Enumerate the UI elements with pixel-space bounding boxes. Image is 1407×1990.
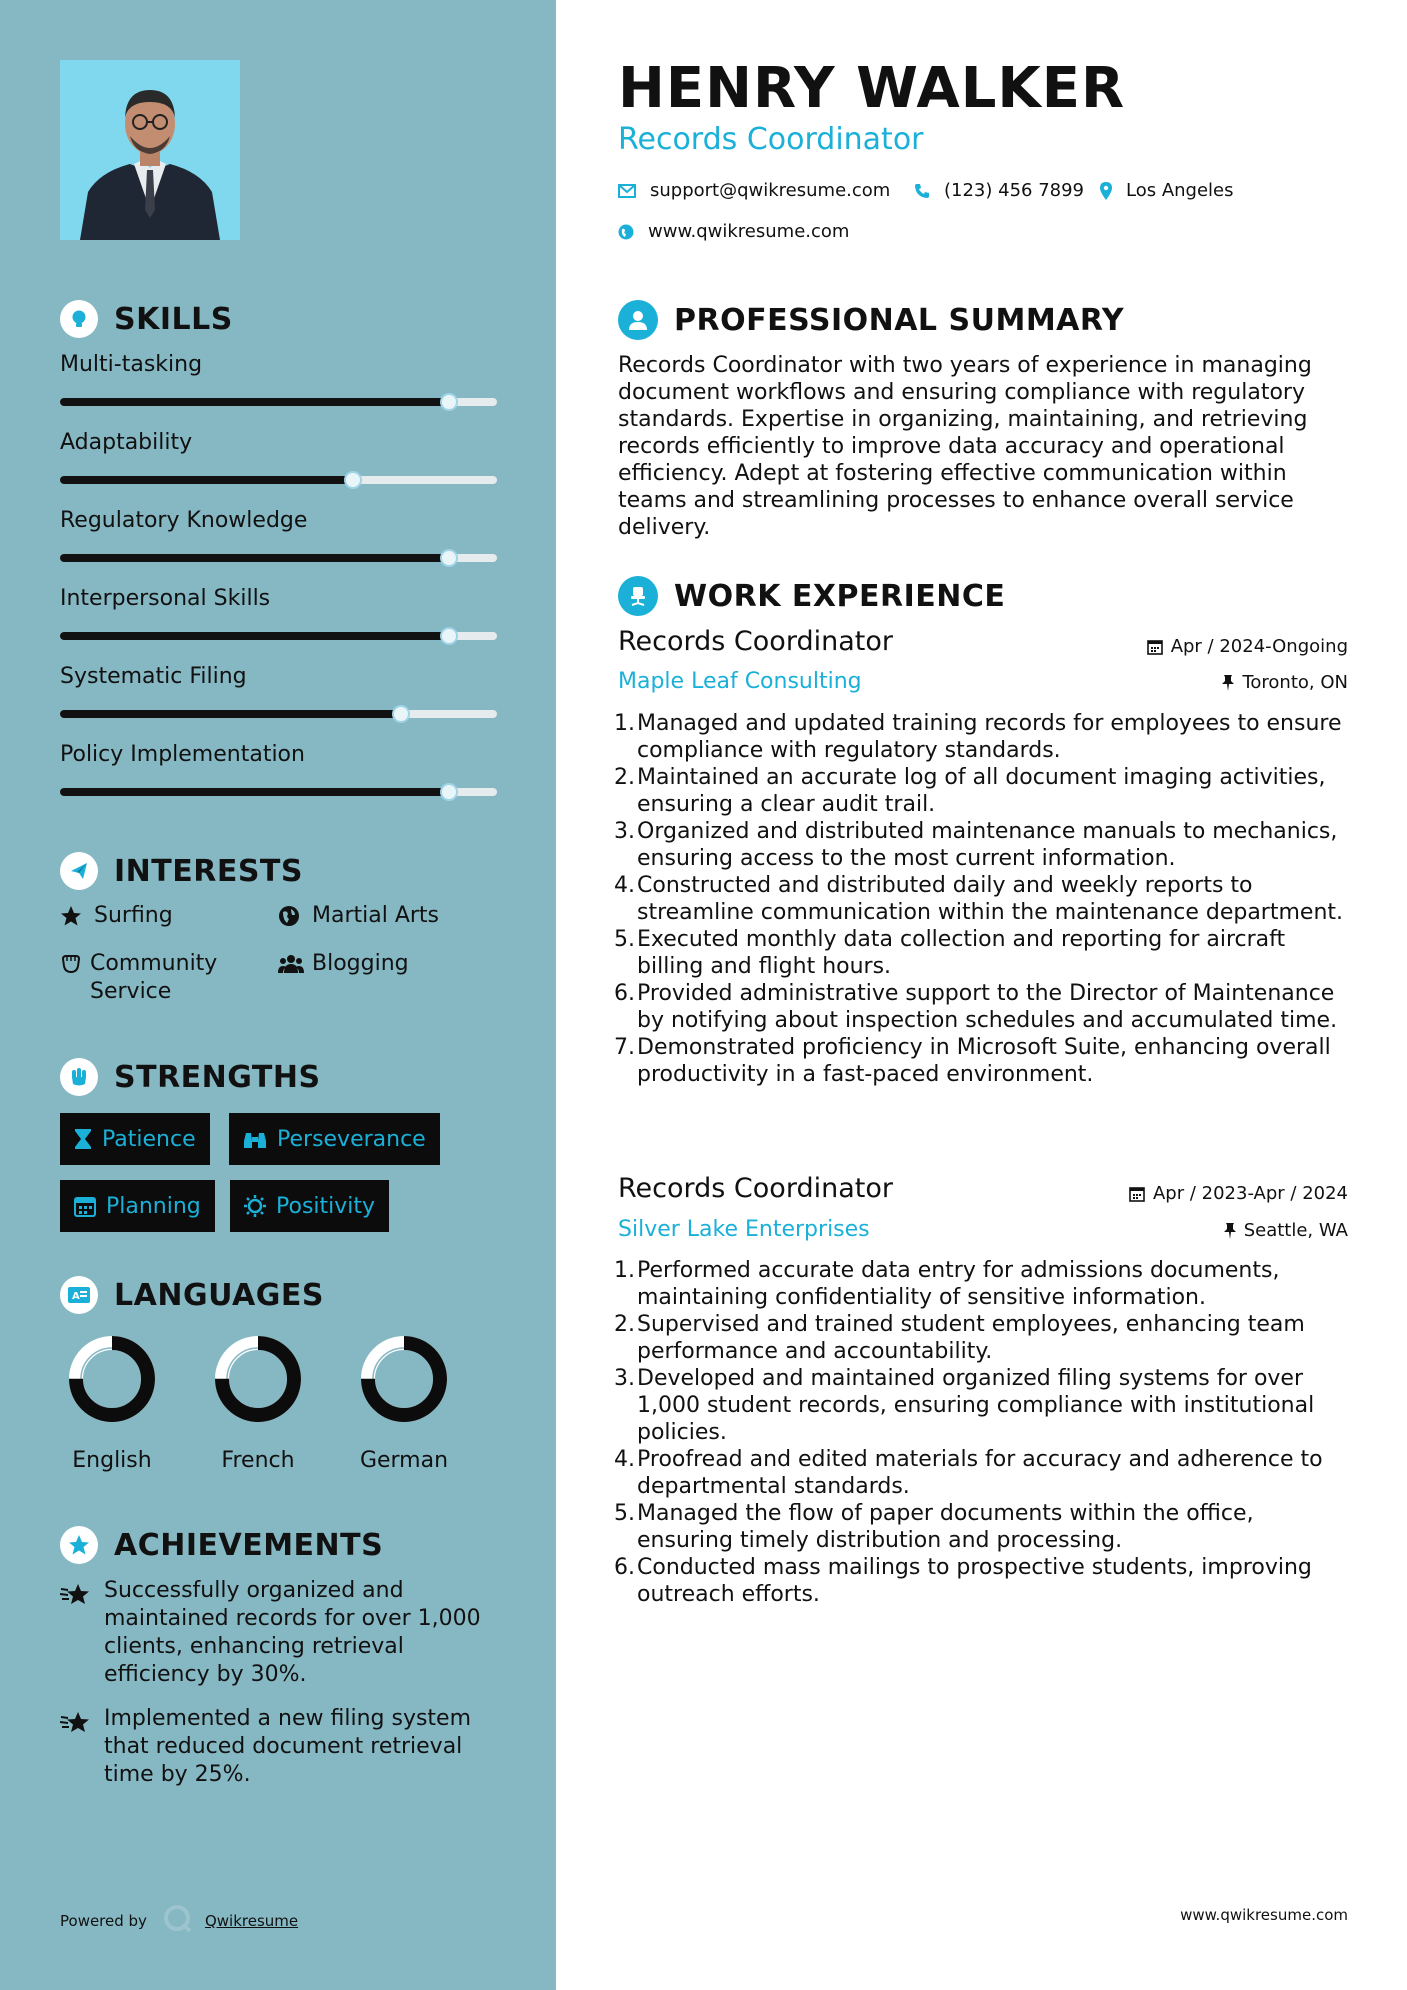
powered-by [60, 1904, 298, 1938]
language-donut [65, 1332, 159, 1426]
strength-tag [229, 1113, 440, 1165]
job-bullet: 5. Managed the flow of paper documents within the office, ensuring timely distribution and processing. [610, 1500, 1355, 1554]
strengths-title: STRENGTHS [114, 1059, 321, 1095]
job-bullet: 3. Organized and distributed maintenance manuals to mechanics, ensuring access to the most current information. [610, 818, 1355, 872]
skill-bar-knob [440, 393, 458, 411]
achievement-text: Implemented a new filing system that reduced document retrieval time by 25%. [104, 1706, 472, 1787]
skill-bar-knob [392, 705, 410, 723]
skills-heading [60, 300, 233, 338]
skill-bar-fill [60, 476, 353, 484]
achievement-item [60, 1577, 490, 1689]
skill-name: Adaptability [60, 430, 193, 455]
globe-icon [278, 902, 304, 930]
language-icon [60, 1276, 98, 1314]
skill-bar-knob [344, 471, 362, 489]
skill-name: Multi-tasking [60, 352, 203, 377]
job-bullets [610, 1257, 1355, 1608]
job-bullet: 7. Demonstrated proficiency in Microsoft Suite, enhancing overall productivity in a fast-paced environment. [610, 1034, 1355, 1088]
shooting-star-icon [60, 1705, 104, 1789]
website-text: www.qwikresume.com [648, 221, 850, 242]
interest-item [60, 902, 173, 930]
skill-name: Regulatory Knowledge [60, 508, 308, 533]
calendar-icon [1147, 639, 1163, 655]
language-label: English [72, 1448, 152, 1473]
job-dates-text: Apr / 2024-Ongoing [1170, 636, 1348, 657]
profile-photo [60, 60, 240, 240]
achievements-title: ACHIEVEMENTS [114, 1527, 384, 1563]
strength-label: Patience [102, 1126, 196, 1152]
language-item [344, 1332, 464, 1473]
skill-name: Systematic Filing [60, 664, 247, 689]
skill-bar-fill [60, 710, 401, 718]
job-bullet-text: Constructed and distributed daily and weekly reports to streamline communication within the maintenance department. [637, 873, 1344, 925]
skill-bar [60, 398, 497, 406]
skills-title: SKILLS [114, 301, 233, 337]
office-chair-icon [618, 576, 658, 616]
job-dates-text: Apr / 2023-Apr / 2024 [1152, 1183, 1348, 1204]
job-title: Records Coordinator [618, 626, 893, 657]
language-donut [211, 1332, 305, 1426]
interests-title: INTERESTS [114, 853, 303, 889]
skill-bar-fill [60, 788, 449, 796]
job-dates [1129, 1183, 1348, 1204]
job-bullet: 6. Conducted mass mailings to prospective students, improving outreach efforts. [610, 1554, 1355, 1608]
phone-icon [914, 183, 930, 199]
powered-by-label: Powered by [60, 1912, 147, 1930]
job-bullet-text: Maintained an accurate log of all document imaging activities, ensuring a clear audit trail. [637, 765, 1326, 817]
languages-title: LANGUAGES [114, 1277, 324, 1313]
summary-heading [618, 300, 1124, 340]
skill-bar-knob [440, 783, 458, 801]
strength-label: Positivity [276, 1193, 376, 1219]
map-pin-icon [1100, 182, 1112, 200]
interest-item [278, 950, 409, 978]
skill-bar-fill [60, 632, 449, 640]
skill-bar [60, 554, 497, 562]
pushpin-icon [1222, 675, 1234, 691]
job-bullet-text: Managed and updated training records for employees to ensure compliance with regulatory standards. [637, 711, 1342, 763]
language-label: German [359, 1448, 449, 1473]
job-location-text: Seattle, WA [1243, 1220, 1348, 1241]
job-bullet: 4. Proofread and edited materials for accuracy and adherence to departmental standards. [610, 1446, 1355, 1500]
job-company: Maple Leaf Consulting [618, 669, 862, 694]
skill-bar-fill [60, 398, 449, 406]
strength-tag [230, 1180, 389, 1232]
job-bullet: 3. Developed and maintained organized filing systems for over 1,000 student records, ensuring compliance with institutional policies. [610, 1365, 1355, 1446]
job-bullet-text: Executed monthly data collection and reporting for aircraft billing and flight hours. [637, 927, 1286, 979]
contact-phone[interactable] [914, 180, 1084, 201]
strength-label: Planning [106, 1193, 201, 1219]
job-bullet: 1. Performed accurate data entry for admissions documents, maintaining confidentiality of sensitive information. [610, 1257, 1355, 1311]
skill-bar [60, 788, 497, 796]
skill-bar-knob [440, 627, 458, 645]
strengths-heading [60, 1058, 321, 1096]
interests-heading [60, 852, 303, 890]
job-bullet: 1. Managed and updated training records for employees to ensure compliance with regulatory standards. [610, 710, 1355, 764]
language-label: French [221, 1448, 295, 1473]
star-badge-icon [60, 1526, 98, 1564]
hand-icon [60, 950, 82, 978]
interest-label: Martial Arts [312, 903, 440, 928]
contact-website[interactable] [618, 221, 849, 242]
languages-heading [60, 1276, 324, 1314]
skill-bar [60, 476, 497, 484]
fist-icon [60, 1058, 98, 1096]
job-bullet-text: Supervised and trained student employees, enhancing team performance and accountability. [637, 1312, 1305, 1364]
hourglass-icon [74, 1128, 92, 1150]
achievement-text: Successfully organized and maintained records for over 1,000 clients, enhancing retrieval efficiency by 30%. [104, 1578, 481, 1687]
job-bullet-text: Performed accurate data entry for admissions documents, maintaining confidentiality of sensitive information. [637, 1258, 1280, 1310]
contact-location [1100, 180, 1234, 201]
calendar-icon [1129, 1186, 1145, 1202]
job-bullet-text: Proofread and edited materials for accuracy and adherence to departmental standards. [637, 1447, 1323, 1499]
job-bullet: 2. Supervised and trained student employees, enhancing team performance and accountability. [610, 1311, 1355, 1365]
achievement-item [60, 1705, 490, 1789]
calendar-icon [74, 1195, 96, 1217]
users-icon [278, 950, 304, 978]
job-dates [1147, 636, 1348, 657]
lightbulb-icon [60, 300, 98, 338]
sidebar [0, 0, 556, 1990]
envelope-icon [618, 184, 636, 198]
qwikresume-logo-icon [163, 1904, 193, 1938]
skill-name: Policy Implementation [60, 742, 305, 767]
skill-name: Interpersonal Skills [60, 586, 271, 611]
job-bullet-text: Developed and maintained organized filing systems for over 1,000 student records, ensuring compliance with institutional policies. [637, 1366, 1315, 1445]
experience-title: WORK EXPERIENCE [674, 578, 1006, 614]
interest-label: Community Service [90, 951, 218, 1004]
job-bullet-text: Organized and distributed maintenance manuals to mechanics, ensuring access to the most current information. [637, 819, 1338, 871]
phone-text: (123) 456 7899 [944, 180, 1085, 201]
summary-text: Records Coordinator with two years of experience in managing document workflows and ensuring compliance with regulatory standards. Expertise in organizing, maintaining, and retrieving records efficiently to improve data accuracy and operational efficiency. Adept at fostering effective communication within teams and streamlining processes to enhance overall service delivery. [618, 353, 1312, 540]
summary-title: PROFESSIONAL SUMMARY [674, 302, 1125, 338]
pushpin-icon [1224, 1223, 1236, 1239]
strength-label: Perseverance [277, 1126, 426, 1152]
skill-bar-fill [60, 554, 449, 562]
svg-text:A: A [72, 1291, 80, 1302]
job-bullet: 2. Maintained an accurate log of all document imaging activities, ensuring a clear audit trail. [610, 764, 1355, 818]
job-location-text: Toronto, ON [1242, 672, 1348, 693]
interest-label: Surfing [94, 903, 173, 928]
job-bullet: 5. Executed monthly data collection and reporting for aircraft billing and flight hours. [610, 926, 1355, 980]
binoculars-icon [243, 1129, 267, 1149]
job-bullets [610, 710, 1355, 1088]
candidate-role: Records Coordinator [618, 122, 924, 157]
job-bullet-text: Demonstrated proficiency in Microsoft Suite, enhancing overall productivity in a fast-paced environment. [637, 1035, 1331, 1087]
language-item [198, 1332, 318, 1473]
contact-email[interactable] [618, 180, 890, 201]
strength-tag [60, 1113, 210, 1165]
user-icon [618, 300, 658, 340]
job-bullet-text: Conducted mass mailings to prospective students, improving outreach efforts. [637, 1555, 1312, 1607]
strength-tag [60, 1180, 215, 1232]
interest-label: Blogging [312, 951, 409, 976]
achievements-heading [60, 1526, 383, 1564]
star-icon [60, 902, 86, 930]
language-donut [357, 1332, 451, 1426]
shooting-star-icon [60, 1577, 104, 1689]
skill-bar-knob [440, 549, 458, 567]
skill-bar [60, 710, 497, 718]
job-location [1224, 1220, 1348, 1241]
job-bullet: 6. Provided administrative support to the Director of Maintenance by notifying about inspection schedules and accumulated time. [610, 980, 1355, 1034]
globe-icon [618, 224, 634, 240]
job-title: Records Coordinator [618, 1173, 893, 1204]
qwikresume-link[interactable]: Qwikresume [204, 1912, 299, 1930]
job-location [1222, 672, 1348, 693]
footer-url[interactable]: www.qwikresume.com [1180, 1906, 1348, 1924]
interest-item [60, 950, 260, 1006]
candidate-name: HENRY WALKER [618, 56, 1126, 121]
job-bullet: 4. Constructed and distributed daily and weekly reports to streamline communication within the maintenance department. [610, 872, 1355, 926]
experience-heading [618, 576, 1005, 616]
paper-plane-icon [60, 852, 98, 890]
skill-bar [60, 632, 497, 640]
job-bullet-text: Provided administrative support to the Director of Maintenance by notifying about inspection schedules and accumulated time. [637, 981, 1338, 1033]
email-text: support@qwikresume.com [650, 180, 891, 201]
job-company: Silver Lake Enterprises [618, 1217, 870, 1242]
language-item [52, 1332, 172, 1473]
interest-item [278, 902, 439, 930]
location-text: Los Angeles [1126, 180, 1234, 201]
sun-icon [244, 1195, 266, 1217]
job-bullet-text: Managed the flow of paper documents within the office, ensuring timely distribution and processing. [637, 1501, 1254, 1553]
